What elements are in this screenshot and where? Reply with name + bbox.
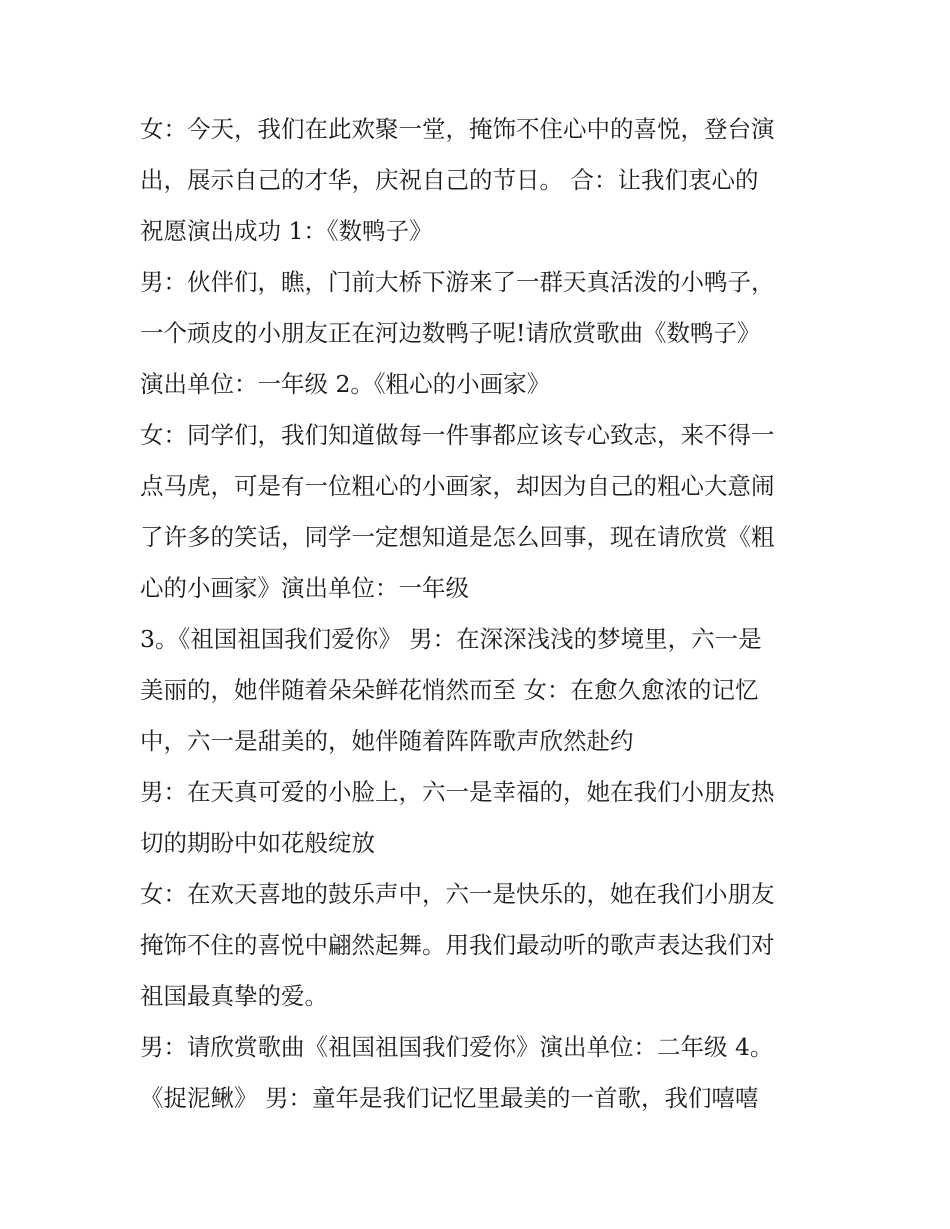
text-line: 演出单位：一年级 2。《粗心的小画家》 bbox=[140, 370, 551, 398]
text-line: 中，六一是甜美的，她伴随着阵阵歌声欣然赴约 bbox=[140, 727, 634, 755]
text-line: 女：在欢天喜地的鼓乐声中，六一是快乐的，她在我们小朋友 bbox=[140, 880, 775, 908]
text-line: 掩饰不住的喜悦中翩然起舞。用我们最动听的歌声表达我们对 bbox=[140, 931, 775, 959]
text-line: 心的小画家》演出单位：一年级 bbox=[140, 574, 469, 602]
text-line: 《捉泥鳅》 男：童年是我们记忆里最美的一首歌，我们嘻嘻 bbox=[140, 1084, 759, 1112]
text-line: 切的期盼中如花般绽放 bbox=[140, 829, 375, 857]
text-line: 3。《祖国祖国我们爱你》 男：在深深浅浅的梦境里，六一是 bbox=[140, 625, 762, 653]
text-line: 女：今天，我们在此欢聚一堂，掩饰不住心中的喜悦，登台演 bbox=[140, 115, 775, 143]
text-line: 男：伙伴们，瞧，门前大桥下游来了一群天真活泼的小鸭子， bbox=[140, 268, 775, 296]
document-body bbox=[140, 104, 830, 1124]
text-line: 美丽的，她伴随着朵朵鲜花悄然而至 女：在愈久愈浓的记忆 bbox=[140, 676, 759, 704]
text-line: 点马虎，可是有一位粗心的小画家，却因为自己的粗心大意闹 bbox=[140, 472, 775, 500]
text-line: 男：请欣赏歌曲《祖国祖国我们爱你》演出单位：二年级 4。 bbox=[140, 1033, 774, 1061]
text-line: 出，展示自己的才华，庆祝自己的节日。 合：让我们衷心的 bbox=[140, 166, 759, 194]
text-line: 男：在天真可爱的小脸上，六一是幸福的，她在我们小朋友热 bbox=[140, 778, 775, 806]
text-line: 祝愿演出成功 1：《数鸭子》 bbox=[140, 217, 433, 245]
text-line: 祖国最真挚的爱。 bbox=[140, 982, 328, 1010]
text-line: 女：同学们，我们知道做每一件事都应该专心致志，来不得一 bbox=[140, 421, 775, 449]
text-line: 了许多的笑话，同学一定想知道是怎么回事，现在请欣赏《粗 bbox=[140, 523, 775, 551]
text-line: 一个顽皮的小朋友正在河边数鸭子呢!请欣赏歌曲《数鸭子》 bbox=[140, 319, 761, 347]
